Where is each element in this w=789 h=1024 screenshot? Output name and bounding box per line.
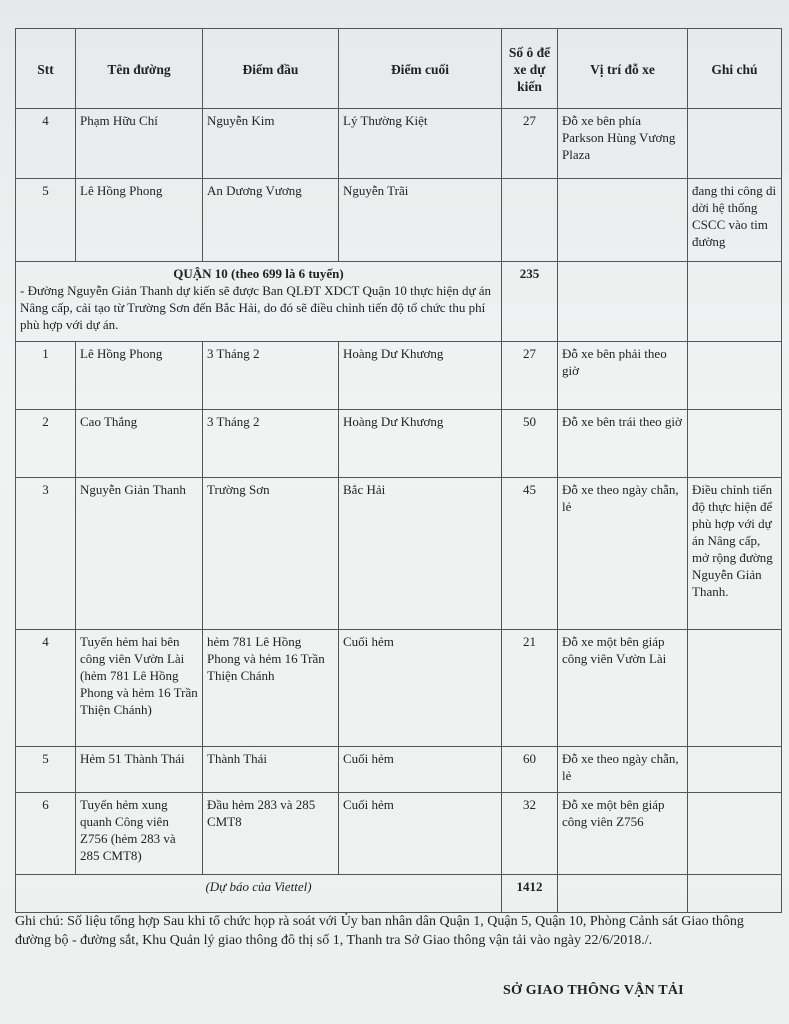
table-row [16,410,782,478]
cell-ghi-chu [688,793,782,875]
cell-ghi-chu: đang thi công di dời hệ thống CSCC vào tim đường [688,179,782,262]
cell-diem-dau: 3 Tháng 2 [203,342,339,410]
cell-vi-tri: Đỗ xe bên phía Parkson Hùng Vương Plaza [558,109,688,179]
cell-ten-duong: Tuyến hẻm hai bên công viên Vườn Lài (hẻm 781 Lê Hồng Phong và hẻm 16 Trần Thiện Chánh) [76,630,203,747]
cell-empty [688,875,782,913]
cell-stt: 4 [16,630,76,747]
cell-so-o: 27 [502,109,558,179]
district-section-cell [16,262,502,342]
cell-diem-dau: Đầu hẻm 283 và 285 CMT8 [203,793,339,875]
cell-so-o: 50 [502,410,558,478]
cell-vi-tri: Đỗ xe theo ngày chẵn, lẻ [558,747,688,793]
cell-diem-dau: 3 Tháng 2 [203,410,339,478]
cell-diem-cuoi: Hoàng Dư Khương [339,342,502,410]
cell-diem-dau: Nguyễn Kim [203,109,339,179]
total-value: 1412 [502,875,558,913]
cell-ten-duong: Hẻm 51 Thành Thái [76,747,203,793]
district-section-row [16,262,782,342]
signature: SỞ GIAO THÔNG VẬN TẢI [503,983,684,998]
header-so-o: Số ô để xe dự kiến [502,29,558,109]
table-row [16,747,782,793]
cell-diem-cuoi: Nguyễn Trãi [339,179,502,262]
cell-ten-duong: Phạm Hữu Chí [76,109,203,179]
cell-ghi-chu [688,747,782,793]
cell-ghi-chu: Điều chỉnh tiến độ thực hiện để phù hợp với dự án Nâng cấp, mở rộng đường Nguyễn Giản Thanh. [688,478,782,630]
cell-diem-dau: An Dương Vương [203,179,339,262]
cell-diem-cuoi: Cuối hẻm [339,747,502,793]
table-header-row [16,29,782,109]
cell-ten-duong: Cao Thắng [76,410,203,478]
table-row [16,793,782,875]
cell-so-o: 27 [502,342,558,410]
table-row [16,109,782,179]
cell-diem-cuoi: Lý Thường Kiệt [339,109,502,179]
cell-stt: 5 [16,179,76,262]
header-ghi-chu: Ghi chú [688,29,782,109]
cell-so-o [502,179,558,262]
cell-empty [558,875,688,913]
district-note: - Đường Nguyễn Giản Thanh dự kiến sẽ được Ban QLĐT XDCT Quận 10 thực hiện dự án Nâng cấp, cải tạo từ Trường Sơn đến Bắc Hải, do đó sẽ điều chỉnh tiến độ tổ chức thu phí phù hợp với dự án. [20,283,492,332]
header-stt: Stt [16,29,76,109]
total-row [16,875,782,913]
table-row [16,179,782,262]
header-diem-cuoi: Điểm cuối [339,29,502,109]
cell-empty [558,262,688,342]
header-vi-tri: Vị trí đỗ xe [558,29,688,109]
cell-ten-duong: Nguyễn Giản Thanh [76,478,203,630]
cell-diem-dau: hẻm 781 Lê Hồng Phong và hẻm 16 Trần Thiện Chánh [203,630,339,747]
cell-stt: 2 [16,410,76,478]
cell-vi-tri: Đỗ xe bên phải theo giờ [558,342,688,410]
cell-diem-cuoi: Cuối hẻm [339,793,502,875]
cell-so-o: 21 [502,630,558,747]
parking-table [15,28,782,913]
cell-ghi-chu [688,342,782,410]
total-label: (Dự báo của Viettel) [16,875,502,913]
cell-ten-duong: Lê Hồng Phong [76,179,203,262]
table-row [16,478,782,630]
cell-so-o: 32 [502,793,558,875]
cell-stt: 1 [16,342,76,410]
cell-vi-tri: Đỗ xe theo ngày chẵn, lẻ [558,478,688,630]
cell-ten-duong: Tuyến hẻm xung quanh Công viên Z756 (hẻm 283 và 285 CMT8) [76,793,203,875]
header-diem-dau: Điểm đầu [203,29,339,109]
cell-vi-tri: Đỗ xe một bên giáp công viên Vườn Lài [558,630,688,747]
district-total: 235 [502,262,558,342]
cell-diem-cuoi: Cuối hẻm [339,630,502,747]
cell-vi-tri [558,179,688,262]
table-row [16,342,782,410]
table-row [16,630,782,747]
footnote: Ghi chú: Số liệu tổng hợp Sau khi tổ chức họp rà soát với Ủy ban nhân dân Quận 1, Quận 5, Quận 10, Phòng Cảnh sát Giao thông đường bộ - đường sắt, Khu Quản lý giao thông đô thị số 1, Thanh tra Sở Giao thông vận tải vào ngày 22/6/2018./. [15,914,744,948]
cell-empty [688,262,782,342]
cell-diem-cuoi: Hoàng Dư Khương [339,410,502,478]
cell-ten-duong: Lê Hồng Phong [76,342,203,410]
cell-ghi-chu [688,630,782,747]
cell-stt: 5 [16,747,76,793]
cell-stt: 4 [16,109,76,179]
cell-ghi-chu [688,109,782,179]
cell-diem-dau: Thành Thái [203,747,339,793]
district-title: QUẬN 10 (theo 699 là 6 tuyến) [173,266,344,281]
header-ten-duong: Tên đường [76,29,203,109]
cell-ghi-chu [688,410,782,478]
cell-so-o: 60 [502,747,558,793]
cell-stt: 3 [16,478,76,630]
cell-stt: 6 [16,793,76,875]
cell-vi-tri: Đỗ xe một bên giáp công viên Z756 [558,793,688,875]
cell-diem-dau: Trường Sơn [203,478,339,630]
cell-so-o: 45 [502,478,558,630]
cell-diem-cuoi: Bắc Hải [339,478,502,630]
cell-vi-tri: Đỗ xe bên trái theo giờ [558,410,688,478]
